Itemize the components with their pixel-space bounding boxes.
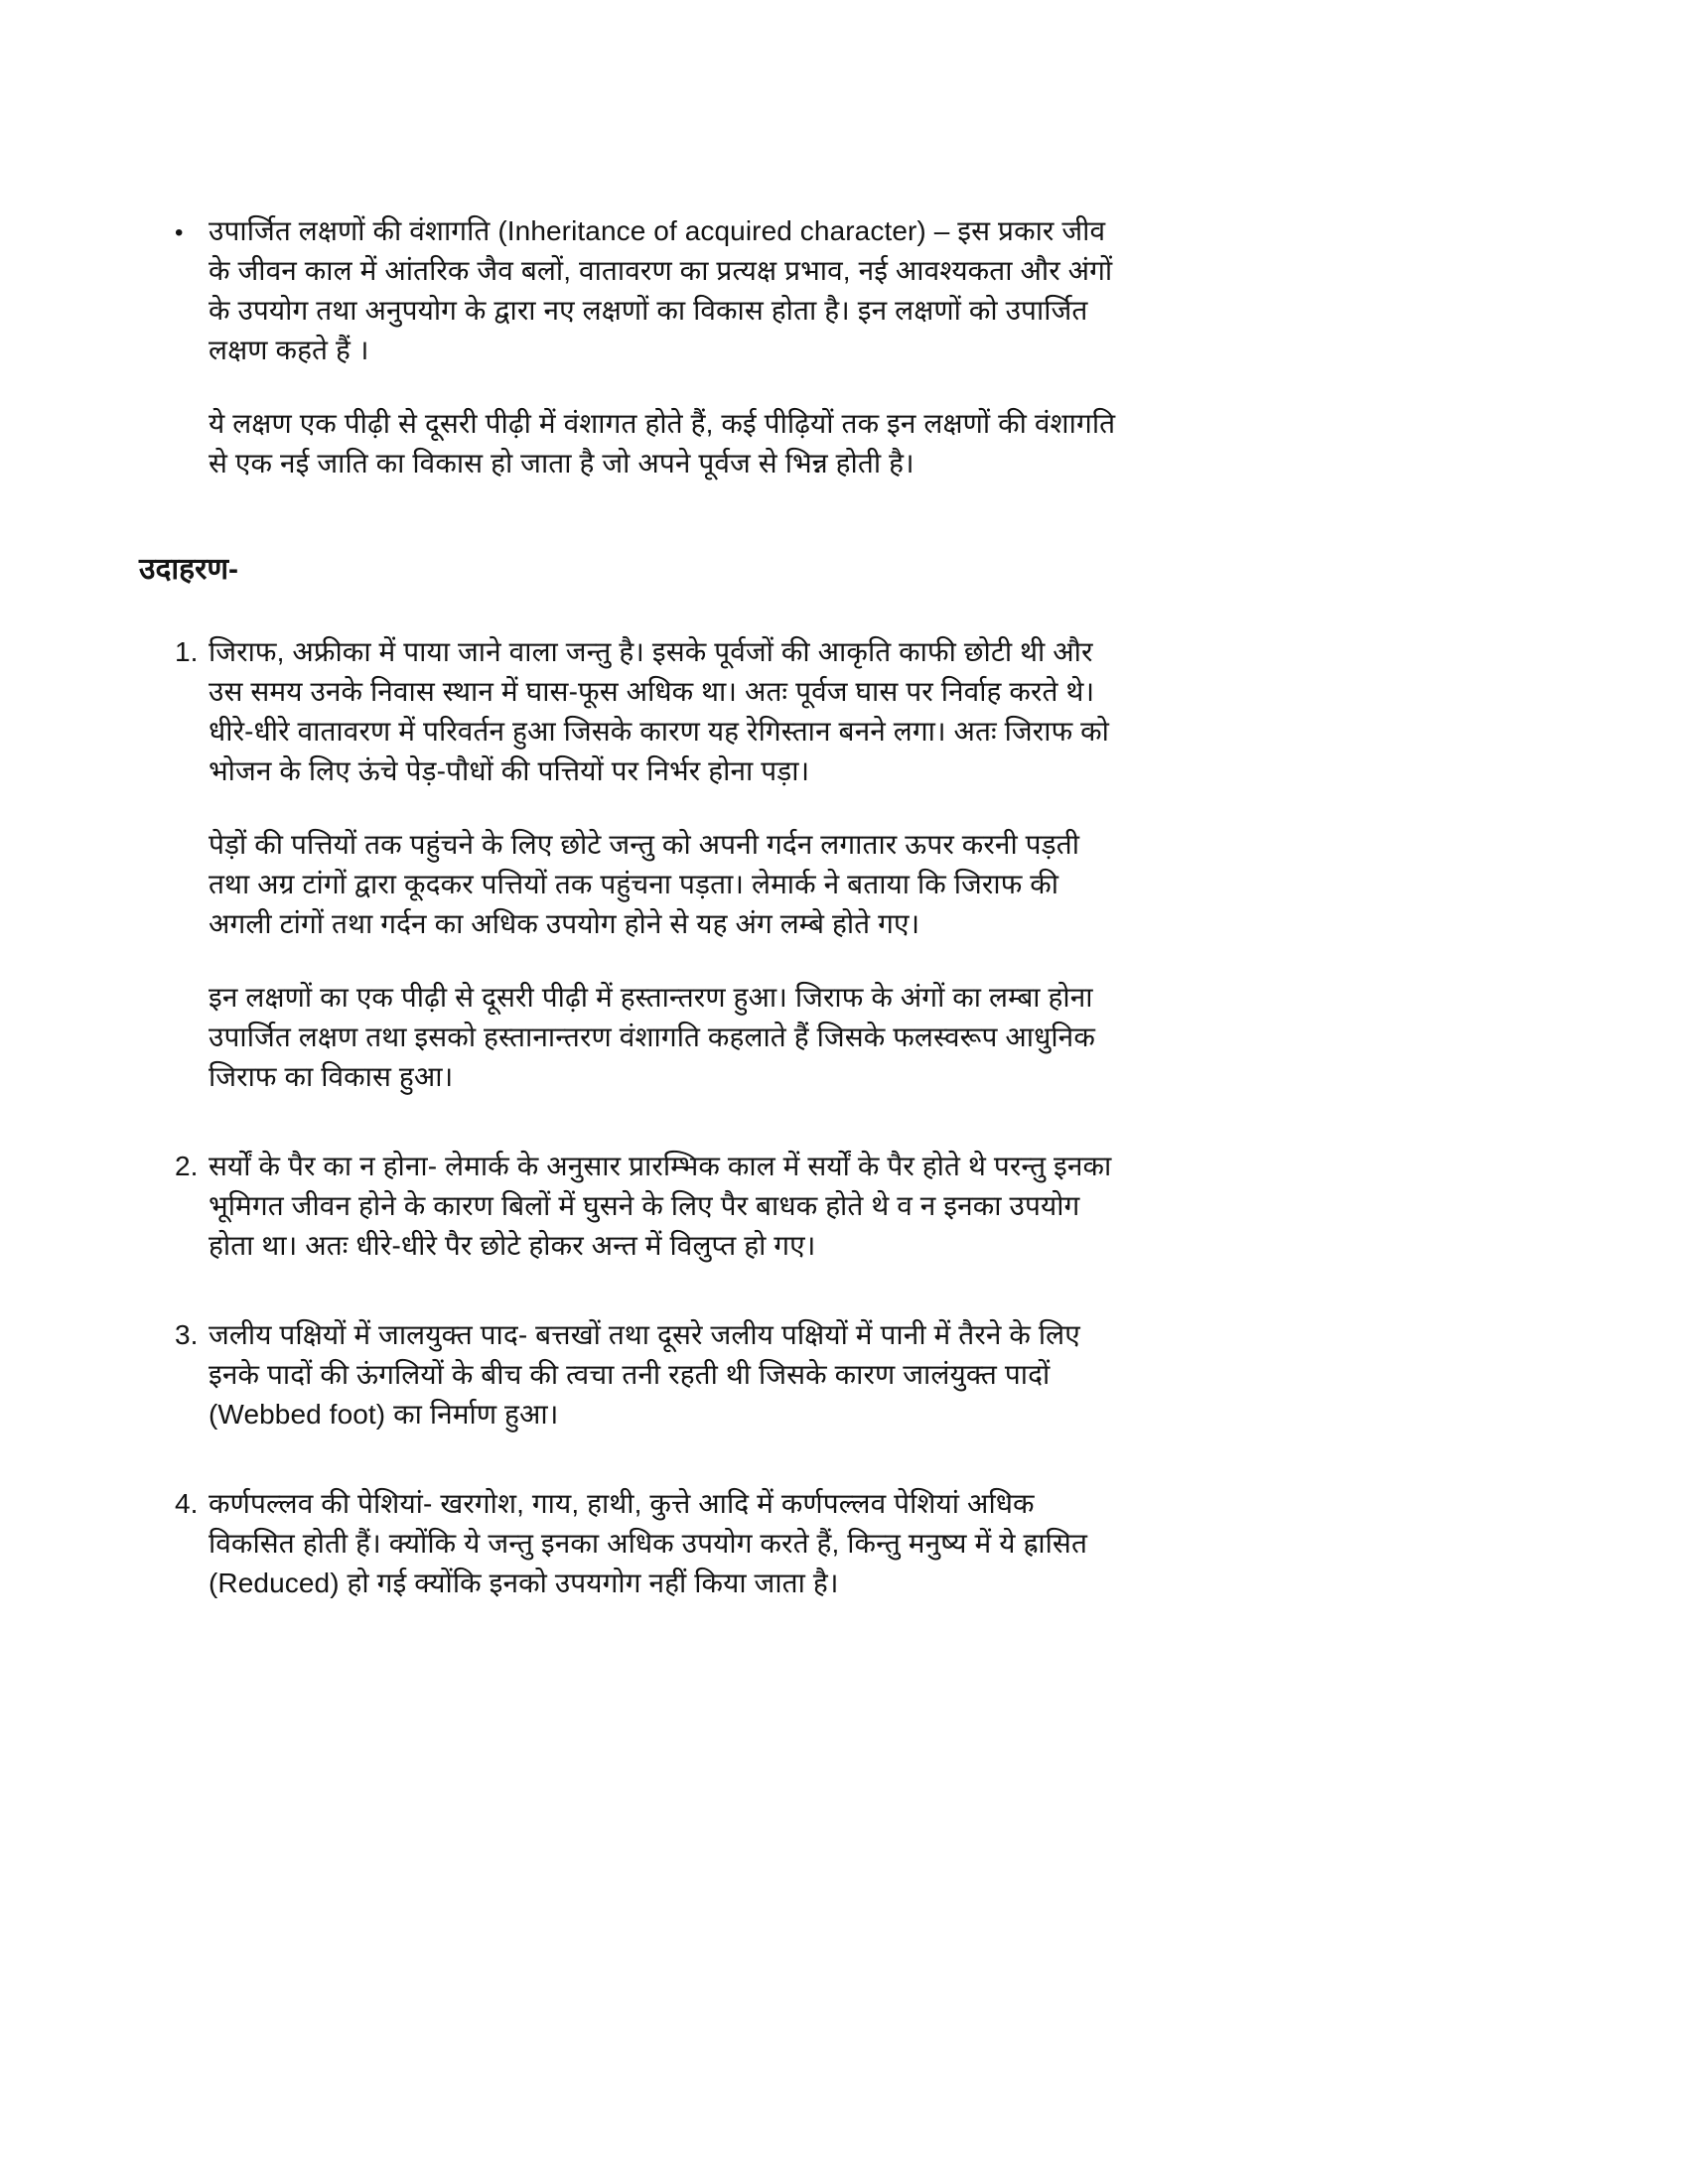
bullet-icon: •	[175, 219, 184, 246]
intro-bullet-paragraph: उपार्जित लक्षणों की वंशागति (Inheritance of acquired character) – इस प्रकार जीव के जीवन काल में आंतरिक जैव बलों, वातावरण का प्रत्यक्ष प्रभाव, नई आवश्यकता और अंगों के उपयोग तथा अनुपयोग के द्वारा नए लक्षणों का विकास होता है। इन लक्षणों को उपार्जित लक्षण कहते हैं ।	[209, 215, 1113, 365]
example-4-body	[209, 1484, 1127, 1603]
example-1-paragraph-3: इन लक्षणों का एक पीढ़ी से दूसरी पीढ़ी में हस्तान्तरण हुआ। जिराफ के अंगों का लम्बा होना उपार्जित लक्षण तथा इसको हस्तानान्तरण वंशागति कहलाते हैं जिसके फलस्वरूप आधुनिक जिराफ का विकास हुआ।	[209, 982, 1095, 1092]
example-3-paragraph-1: जलीय पक्षियों में जालयुक्त पाद- बत्तखों तथा दूसरे जलीय पक्षियों में पानी में तैरने के लिए इनके पादों की ऊंगलियों के बीच की त्वचा तनी रहती थी जिसके कारण जालंयुक्त पादों (Webbed foot) का निर्माण हुआ।	[209, 1319, 1080, 1430]
example-1-paragraph-1: जिराफ, अफ्रीका में पाया जाने वाला जन्तु है। इसके पूर्वजों की आकृति काफी छोटी थी और उस समय उनके निवास स्थान में घास-फूस अधिक था। अतः पूर्वज घास पर निर्वाह करते थे। धीरे-धीरे वातावरण में परिवर्तन हुआ जिसके कारण यह रेगिस्तान बनने लगा। अतः जिराफ को भोजन के लिए ऊंचे पेड़-पौधों की पत्तियों पर निर्भर होना पड़ा।	[209, 636, 1110, 786]
intro-followup-paragraph: ये लक्षण एक पीढ़ी से दूसरी पीढ़ी में वंशागत होते हैं, कई पीढ़ियों तक इन लक्षणों की वंशागति से एक नई जाति का विकास हो जाता है जो अपने पूर्वज से भिन्न होती है।	[209, 408, 1116, 478]
examples-list	[139, 632, 1127, 1603]
example-item-3	[139, 1315, 1127, 1434]
example-2-number: 2.	[175, 1151, 199, 1181]
example-3-body	[209, 1315, 1127, 1434]
example-1-paragraph-2: पेड़ों की पत्तियों तक पहुंचने के लिए छोटे जन्तु को अपनी गर्दन लगातार ऊपर करनी पड़ती तथा अग्र टांगों द्वारा कूदकर पत्तियों तक पहुंचना पड़ता। लेमार्क ने बताया कि जिराफ की अगली टांगों तथा गर्दन का अधिक उपयोग होने से यह अंग लम्बे होते गए।	[209, 829, 1080, 939]
example-1-body	[209, 632, 1127, 1097]
example-item-1	[139, 632, 1127, 1097]
example-2-paragraph-1: सर्यों के पैर का न होना- लेमार्क के अनुसार प्रारम्भिक काल में सर्यों के पैर होते थे परन्तु इनका भूमिगत जीवन होने के कारण बिलों में घुसने के लिए पैर बाधक होते थे व न इनका उपयोग होता था। अतः धीरे-धीरे पैर छोटे होकर अन्त में विलुप्त हो गए।	[209, 1151, 1112, 1261]
bullet-marker	[139, 211, 209, 253]
intro-bullet-item	[139, 211, 1127, 483]
example-1-number: 1.	[175, 636, 199, 667]
example-item-2	[139, 1147, 1127, 1266]
example-4-paragraph-1: कर्णपल्लव की पेशियां- खरगोश, गाय, हाथी, कुत्ते आदि में कर्णपल्लव पेशियां अधिक विकसित होती हैं। क्योंकि ये जन्तु इनका अधिक उपयोग करते हैं, किन्तु मनुष्य में ये ह्रासित (Reduced) हो गई क्योंकि इनको उपयगोग नहीं किया जाता है।	[209, 1488, 1088, 1598]
example-4-number: 4.	[175, 1488, 199, 1519]
example-2-body	[209, 1147, 1127, 1266]
text-column	[139, 211, 1127, 1603]
example-item-4	[139, 1484, 1127, 1603]
intro-bullet-body	[209, 211, 1127, 483]
examples-heading: उदाहरण-	[139, 553, 239, 586]
example-3-number: 3.	[175, 1319, 199, 1350]
